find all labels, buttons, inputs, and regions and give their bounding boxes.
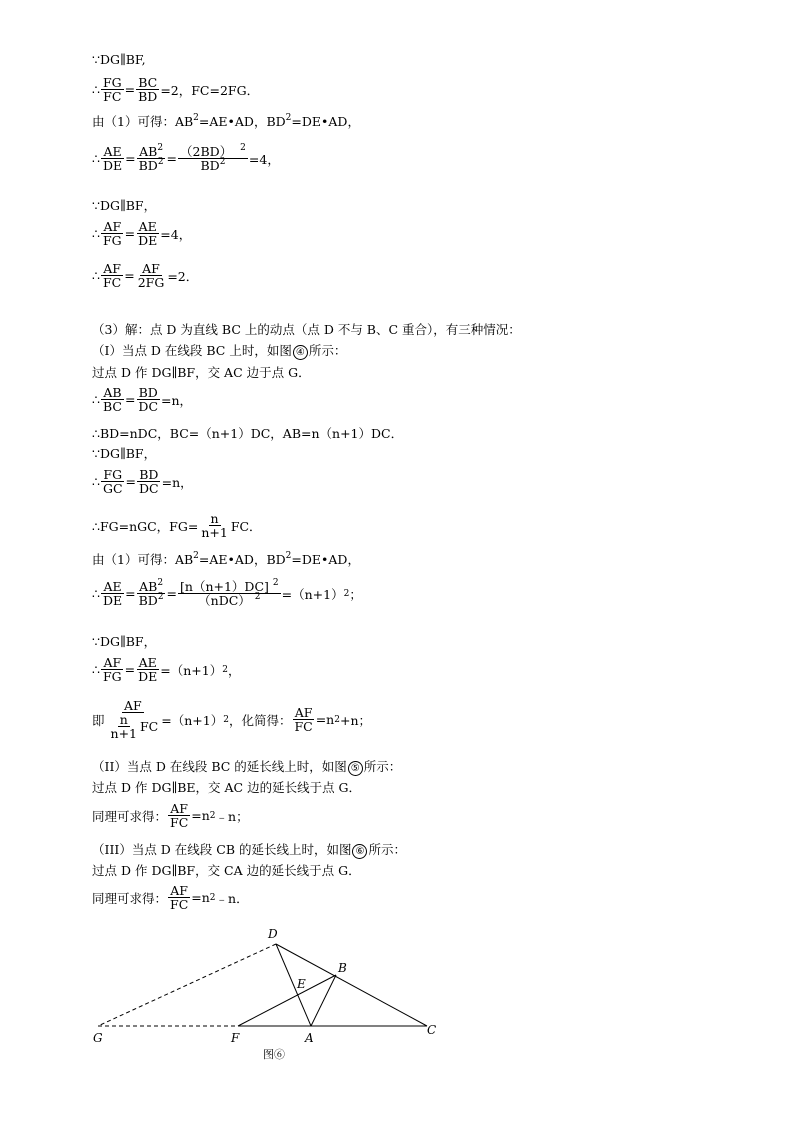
line-dg-parallel-bf-3: ∵DG∥BF， xyxy=(92,446,157,461)
label-b: B xyxy=(338,961,347,975)
line-dg-parallel-bf-4: ∵DG∥BF， xyxy=(92,634,157,649)
eq-case-2-result: 同理可求得： $\frac{AF}{FC}$ =n 2 ﹣n； xyxy=(92,801,249,830)
case-2-construction: 过点 D 作 DG∥BE，交 AC 边的延长线于点 G． xyxy=(92,780,362,795)
segment-ba xyxy=(311,975,336,1026)
label-e: E xyxy=(297,977,306,991)
eq-ae-de-4: ∴ $\frac{AE}{DE}$ = $\frac{AB^2}{BD^2}$ = $\frac{(2BD) ^2}{BD^2}$ =4， xyxy=(92,143,280,173)
segment-dg-dashed xyxy=(98,944,276,1026)
part3-heading: （3）解：点 D 为直线 BC 上的动点（点 D 不与 B、C 重合），有三种情况： xyxy=(92,322,521,337)
label-g: G xyxy=(93,1031,103,1045)
eq-af-fg-n1sq: ∴ $\frac{AF}{FG}$ = $\frac{AE}{DE}$ =（n+1） 2 ， xyxy=(92,655,241,684)
eq-fg-ngc: ∴FG=nGC，FG= $\frac{n}{n+1}$ FC． xyxy=(92,511,262,540)
line-dg-parallel-bf-1: ∵DG∥BF, xyxy=(92,52,146,67)
eq-fg-gc-n: ∴ $\frac{FG}{GC}$ = $\frac{BD}{DC}$ =n， xyxy=(92,467,193,496)
eq-ab-bc-n: ∴ $\frac{AB}{BC}$ = $\frac{BD}{DC}$ =n， xyxy=(92,385,193,414)
label-f: F xyxy=(231,1031,240,1045)
label-a: A xyxy=(305,1031,314,1045)
line-bd-ndc: ∴BD=nDC，BC=（n+1）DC，AB=n（n+1）DC． xyxy=(92,426,404,441)
case-1-heading: （I）当点 D 在线段 BC 上时，如图 ④ 所示： xyxy=(92,343,347,358)
line-dg-parallel-bf-2: ∵DG∥BF， xyxy=(92,198,157,213)
eq-af-fg-4: ∴ $\frac{AF}{FG}$ = $\frac{AE}{DE}$ =4， xyxy=(92,219,192,248)
label-c: C xyxy=(427,1023,437,1037)
eq-case-3-result: 同理可求得： $\frac{AF}{FC}$ =n 2 ﹣n． xyxy=(92,883,249,912)
eq-ae-de-n1sq: ∴ $\frac{AE}{DE}$ = $\frac{AB^2}{BD^2}$ = $\frac{[n(n+1)DC] ^2}{(nDC) ^2}$ =（n+1） 2 ； xyxy=(92,578,362,608)
line-from-1: 由（1）可得：$AB^2=AE•AD$，$BD^2=DE•AD$， xyxy=(92,113,360,129)
segment-fb xyxy=(238,975,336,1026)
figure-caption: 图⑥ xyxy=(263,1048,285,1061)
case-3-heading: （III）当点 D 在线段 CB 的延长线上时，如图 ⑥ 所示： xyxy=(92,842,406,857)
case-1-construction: 过点 D 作 DG∥BF，交 AC 边于点 G． xyxy=(92,365,311,380)
eq-simplify: 即 AF $\frac{n}{n+1}$ FC =（n+1） 2 ，化简得： $\frac{AF}{FC}$ =n 2 +n； xyxy=(92,698,371,741)
line-from-1-b: 由（1）可得：$AB^2=AE•AD$，$BD^2=DE•AD$， xyxy=(92,551,360,567)
eq-af-fc-2: ∴ $\frac{AF}{FC}$ = $\frac{AF}{2FG}$ =2． xyxy=(92,261,199,290)
eq-fg-fc: ∴ $\frac{FG}{FC}$ = $\frac{BC}{BD}$ =2，FC=2FG． xyxy=(92,75,260,104)
label-d: D xyxy=(268,927,278,941)
case-3-construction: 过点 D 作 DG∥BF，交 CA 边的延长线于点 G． xyxy=(92,863,361,878)
case-2-heading: （II）当点 D 在线段 BC 的延长线上时，如图 ⑤ 所示： xyxy=(92,759,402,774)
